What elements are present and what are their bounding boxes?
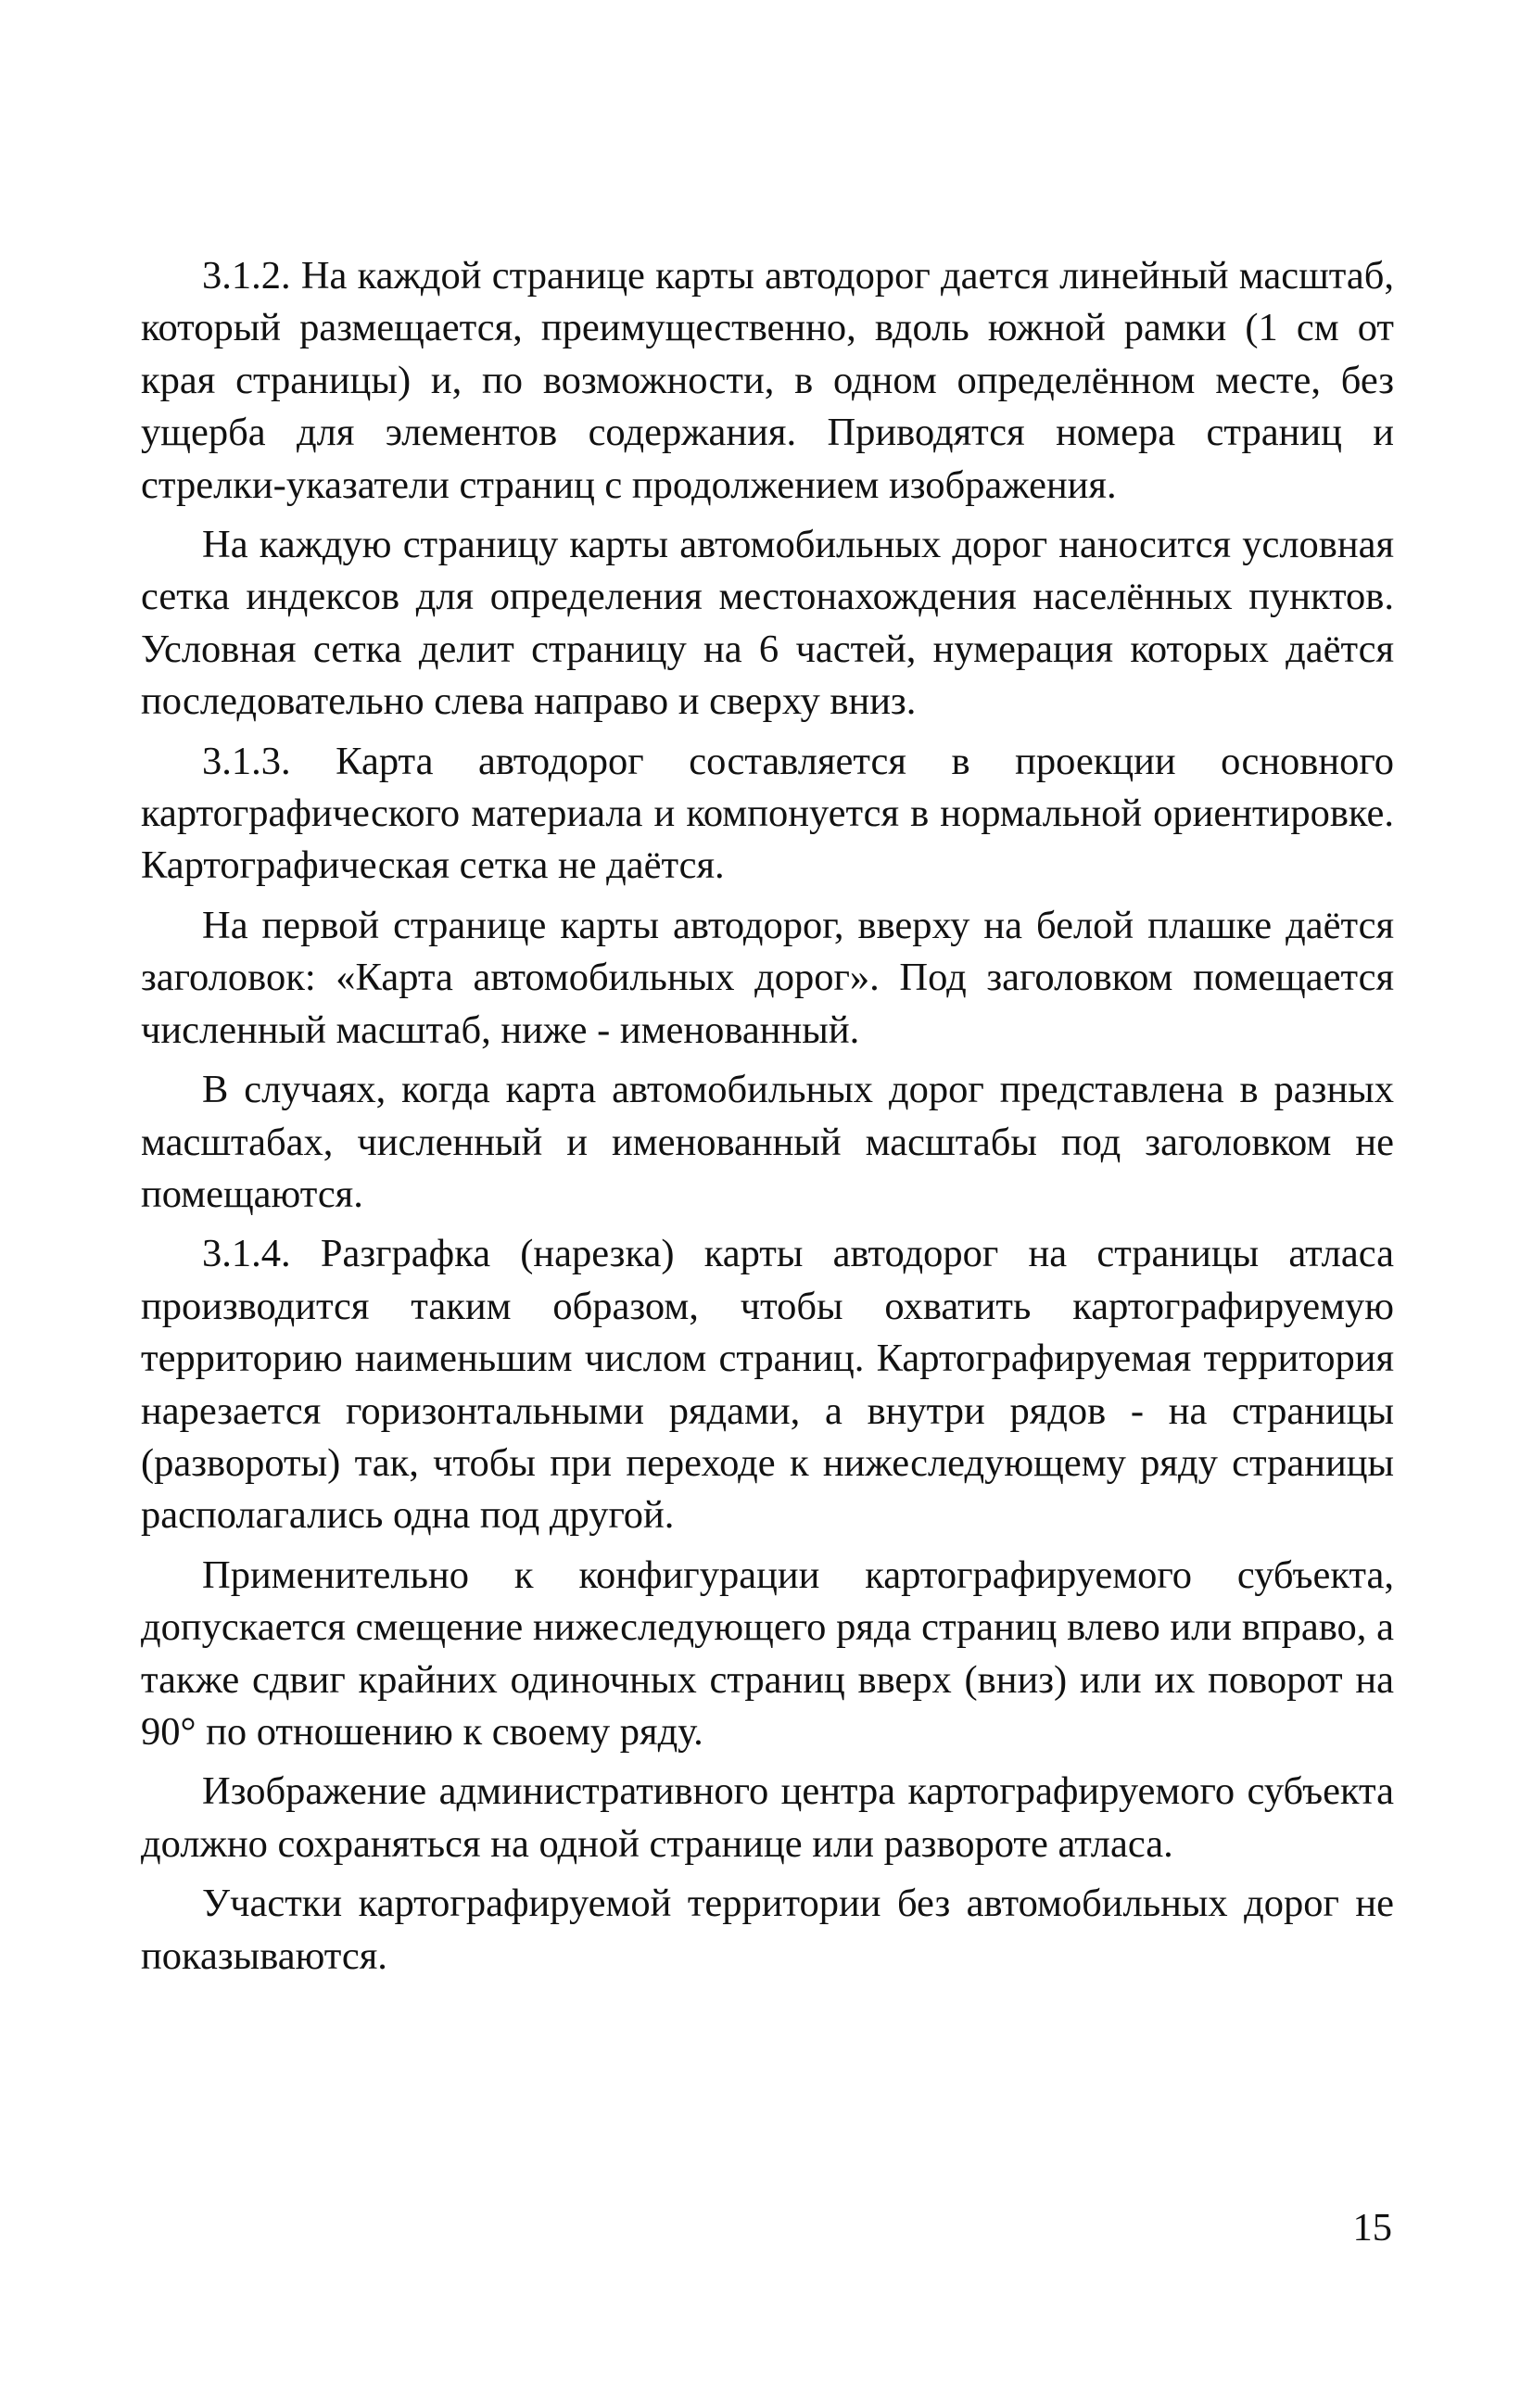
page-number: 15: [1352, 2206, 1392, 2250]
paragraph-3-1-3: 3.1.3. Карта автодорог составляется в проекции основного картографического материала и компонуется в нормальной ориентировке. Картографическая сетка не даётся.: [141, 739, 1394, 888]
body-text: [141, 250, 1394, 1990]
paragraph-no-roads: Участки картографируемой территории без автомобильных дорог не показываются.: [141, 1882, 1394, 1978]
paragraph-admin-center: Изображение административного центра картографируемого субъекта должно сохраняться на одной странице или развороте атласа.: [141, 1769, 1394, 1866]
paragraph-different-scales: В случаях, когда карта автомобильных дорог представлена в разных масштабах, численный и именованный масштабы под заголовком не помещаются.: [141, 1068, 1394, 1216]
paragraph-3-1-2: 3.1.2. На каждой странице карты автодорог дается линейный масштаб, который размещается, преимущественно, вдоль южной рамки (1 см от края страницы) и, по возможности, в одном определённом месте, без ущерба для элементов содержания. Приводятся номера страниц и стрелки-указатели страниц с продолжением изображения.: [141, 254, 1394, 507]
paragraph-row-offset: Применительно к конфигурации картографируемого субъекта, допускается смещение нижеследующего ряда страниц влево или вправо, а также сдвиг крайних одиночных страниц вверх (вниз) или их поворот на 90° по отношению к своему ряду.: [141, 1553, 1394, 1754]
paragraph-index-grid: На каждую страницу карты автомобильных дорог наносится условная сетка индексов для определения местонахождения населённых пунктов. Условная сетка делит страницу на 6 частей, нумерация которых даётся последовательно слева направо и сверху вниз.: [141, 523, 1394, 724]
paragraph-title-plate: На первой странице карты автодорог, вверху на белой плашке даётся заголовок: «Карта автомобильных дорог». Под заголовком помещается численный масштаб, ниже - именованный.: [141, 903, 1394, 1052]
paragraph-3-1-4: 3.1.4. Разграфка (нарезка) карты автодорог на страницы атласа производится таким образом, чтобы охватить картографируемую территорию наименьшим числом страниц. Картографируемая территория нарезается горизонтальными рядами, а внутри рядов - на страницы (развороты) так, чтобы при переходе к нижеследующему ряду страницы располагались одна под другой.: [141, 1232, 1394, 1538]
